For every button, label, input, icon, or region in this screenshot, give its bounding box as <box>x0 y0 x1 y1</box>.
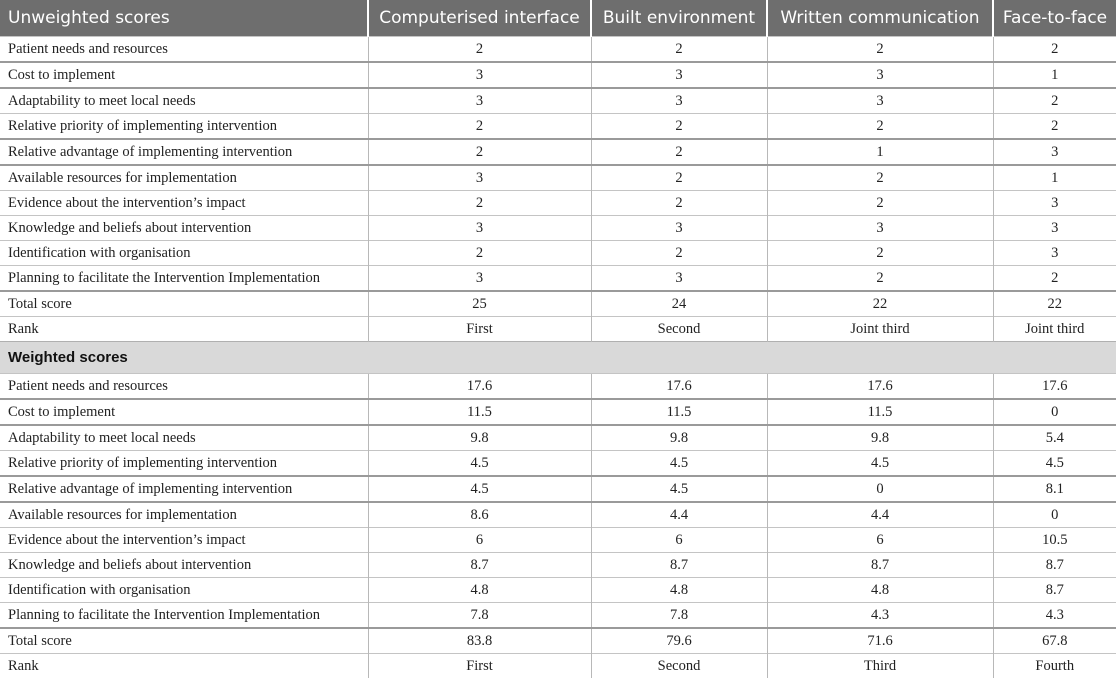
score-cell: 2 <box>591 191 767 216</box>
score-cell: 4.3 <box>993 603 1116 629</box>
score-cell: First <box>368 317 591 342</box>
row-label: Relative advantage of implementing intervention <box>0 139 368 165</box>
row-label: Rank <box>0 654 368 678</box>
row-label: Cost to implement <box>0 399 368 425</box>
score-cell: 1 <box>993 165 1116 191</box>
score-cell: 2 <box>993 37 1116 63</box>
row-label: Identification with organisation <box>0 241 368 266</box>
score-cell: 3 <box>767 216 993 241</box>
score-cell: 3 <box>368 62 591 88</box>
score-cell: 2 <box>993 114 1116 140</box>
score-cell: Fourth <box>993 654 1116 678</box>
score-cell: 3 <box>767 88 993 114</box>
score-cell: 11.5 <box>368 399 591 425</box>
score-cell: Third <box>767 654 993 678</box>
table-row <box>0 62 1116 88</box>
table-row <box>0 399 1116 425</box>
score-cell: 0 <box>993 502 1116 528</box>
table-row <box>0 374 1116 400</box>
score-cell: 4.5 <box>591 451 767 477</box>
score-cell: 4.5 <box>368 451 591 477</box>
score-cell: 2 <box>767 191 993 216</box>
table-row <box>0 451 1116 477</box>
score-cell: 22 <box>993 291 1116 317</box>
row-label: Patient needs and resources <box>0 37 368 63</box>
score-cell: 2 <box>591 241 767 266</box>
score-cell: 2 <box>993 266 1116 292</box>
score-cell: 8.7 <box>993 578 1116 603</box>
row-label: Available resources for implementation <box>0 502 368 528</box>
score-cell: 4.8 <box>368 578 591 603</box>
table-row <box>0 88 1116 114</box>
score-cell: 8.6 <box>368 502 591 528</box>
score-cell: 8.7 <box>993 553 1116 578</box>
score-cell: 3 <box>767 62 993 88</box>
table-row <box>0 553 1116 578</box>
score-cell: 2 <box>591 165 767 191</box>
score-cell: 3 <box>368 216 591 241</box>
row-label: Adaptability to meet local needs <box>0 88 368 114</box>
row-label: Relative advantage of implementing intervention <box>0 476 368 502</box>
score-cell: 2 <box>368 139 591 165</box>
score-cell: Joint third <box>993 317 1116 342</box>
score-cell: 17.6 <box>993 374 1116 400</box>
score-cell: 0 <box>767 476 993 502</box>
score-cell: 9.8 <box>767 425 993 451</box>
score-cell: 7.8 <box>368 603 591 629</box>
score-cell: 2 <box>767 114 993 140</box>
score-cell: 4.8 <box>591 578 767 603</box>
score-cell: 83.8 <box>368 628 591 654</box>
table-row <box>0 502 1116 528</box>
weighted-section <box>0 374 1116 678</box>
score-cell: 3 <box>993 216 1116 241</box>
score-cell: 2 <box>591 37 767 63</box>
section-row <box>0 342 1116 374</box>
score-cell: 24 <box>591 291 767 317</box>
row-label: Patient needs and resources <box>0 374 368 400</box>
score-cell: 2 <box>767 37 993 63</box>
score-cell: 22 <box>767 291 993 317</box>
header-built-environment: Built environment <box>591 0 767 37</box>
header-face-to-face: Face-to-face <box>993 0 1116 37</box>
score-cell: 2 <box>368 241 591 266</box>
score-cell: 2 <box>368 114 591 140</box>
table-row <box>0 425 1116 451</box>
row-label: Evidence about the intervention’s impact <box>0 191 368 216</box>
row-label: Relative priority of implementing intervention <box>0 451 368 477</box>
table-row <box>0 37 1116 63</box>
weighted-scores-title: Weighted scores <box>0 342 1116 374</box>
score-cell: 71.6 <box>767 628 993 654</box>
score-cell: 2 <box>368 37 591 63</box>
table-row <box>0 528 1116 553</box>
score-cell: Second <box>591 654 767 678</box>
score-cell: 17.6 <box>767 374 993 400</box>
table-row <box>0 317 1116 342</box>
table-row <box>0 114 1116 140</box>
row-label: Relative priority of implementing intervention <box>0 114 368 140</box>
score-cell: 9.8 <box>591 425 767 451</box>
score-cell: 11.5 <box>767 399 993 425</box>
score-cell: 17.6 <box>591 374 767 400</box>
score-cell: 8.7 <box>368 553 591 578</box>
score-cell: 4.5 <box>368 476 591 502</box>
score-cell: 4.4 <box>591 502 767 528</box>
score-cell: 2 <box>767 241 993 266</box>
score-cell: 4.3 <box>767 603 993 629</box>
score-cell: 79.6 <box>591 628 767 654</box>
row-label: Cost to implement <box>0 62 368 88</box>
score-cell: 6 <box>767 528 993 553</box>
header-row <box>0 0 1116 37</box>
score-cell: 6 <box>368 528 591 553</box>
score-cell: 9.8 <box>368 425 591 451</box>
score-cell: 6 <box>591 528 767 553</box>
score-cell: 3 <box>591 62 767 88</box>
score-cell: 11.5 <box>591 399 767 425</box>
score-cell: 4.5 <box>767 451 993 477</box>
score-cell: 1 <box>993 62 1116 88</box>
score-cell: 8.1 <box>993 476 1116 502</box>
score-cell: First <box>368 654 591 678</box>
score-cell: 3 <box>993 241 1116 266</box>
score-cell: 3 <box>591 88 767 114</box>
score-cell: 0 <box>993 399 1116 425</box>
table-row <box>0 578 1116 603</box>
score-cell: 3 <box>591 216 767 241</box>
score-cell: 3 <box>368 88 591 114</box>
score-cell: Joint third <box>767 317 993 342</box>
row-label: Evidence about the intervention’s impact <box>0 528 368 553</box>
score-cell: 3 <box>993 139 1116 165</box>
table-row <box>0 654 1116 678</box>
table-row <box>0 603 1116 629</box>
score-cell: 17.6 <box>368 374 591 400</box>
row-label: Total score <box>0 628 368 654</box>
score-cell: 2 <box>368 191 591 216</box>
table-row <box>0 476 1116 502</box>
row-label: Total score <box>0 291 368 317</box>
table-row <box>0 291 1116 317</box>
unweighted-section <box>0 37 1116 342</box>
score-cell: 2 <box>591 114 767 140</box>
row-label: Knowledge and beliefs about intervention <box>0 216 368 241</box>
score-cell: Second <box>591 317 767 342</box>
score-cell: 1 <box>767 139 993 165</box>
score-cell: 8.7 <box>591 553 767 578</box>
score-cell: 2 <box>767 165 993 191</box>
row-label: Planning to facilitate the Intervention Implementation <box>0 266 368 292</box>
row-label: Adaptability to meet local needs <box>0 425 368 451</box>
table-row <box>0 266 1116 292</box>
score-cell: 2 <box>767 266 993 292</box>
score-cell: 3 <box>368 266 591 292</box>
weighted-section-header <box>0 342 1116 374</box>
table-row <box>0 628 1116 654</box>
row-label: Available resources for implementation <box>0 165 368 191</box>
table-row <box>0 139 1116 165</box>
score-cell: 3 <box>591 266 767 292</box>
header-computerised-interface: Computerised interface <box>368 0 591 37</box>
score-cell: 2 <box>591 139 767 165</box>
score-cell: 4.4 <box>767 502 993 528</box>
score-cell: 2 <box>993 88 1116 114</box>
table-row <box>0 216 1116 241</box>
score-cell: 4.5 <box>993 451 1116 477</box>
row-label: Knowledge and beliefs about intervention <box>0 553 368 578</box>
header-written-communication: Written communication <box>767 0 993 37</box>
table-row <box>0 241 1116 266</box>
score-cell: 3 <box>368 165 591 191</box>
score-cell: 10.5 <box>993 528 1116 553</box>
row-label: Planning to facilitate the Intervention Implementation <box>0 603 368 629</box>
score-cell: 8.7 <box>767 553 993 578</box>
score-cell: 67.8 <box>993 628 1116 654</box>
score-cell: 7.8 <box>591 603 767 629</box>
score-cell: 4.8 <box>767 578 993 603</box>
score-cell: 3 <box>993 191 1116 216</box>
table-row <box>0 191 1116 216</box>
row-label: Rank <box>0 317 368 342</box>
score-cell: 25 <box>368 291 591 317</box>
score-cell: 5.4 <box>993 425 1116 451</box>
header-unweighted-scores: Unweighted scores <box>0 0 368 37</box>
row-label: Identification with organisation <box>0 578 368 603</box>
score-cell: 4.5 <box>591 476 767 502</box>
table-row <box>0 165 1116 191</box>
